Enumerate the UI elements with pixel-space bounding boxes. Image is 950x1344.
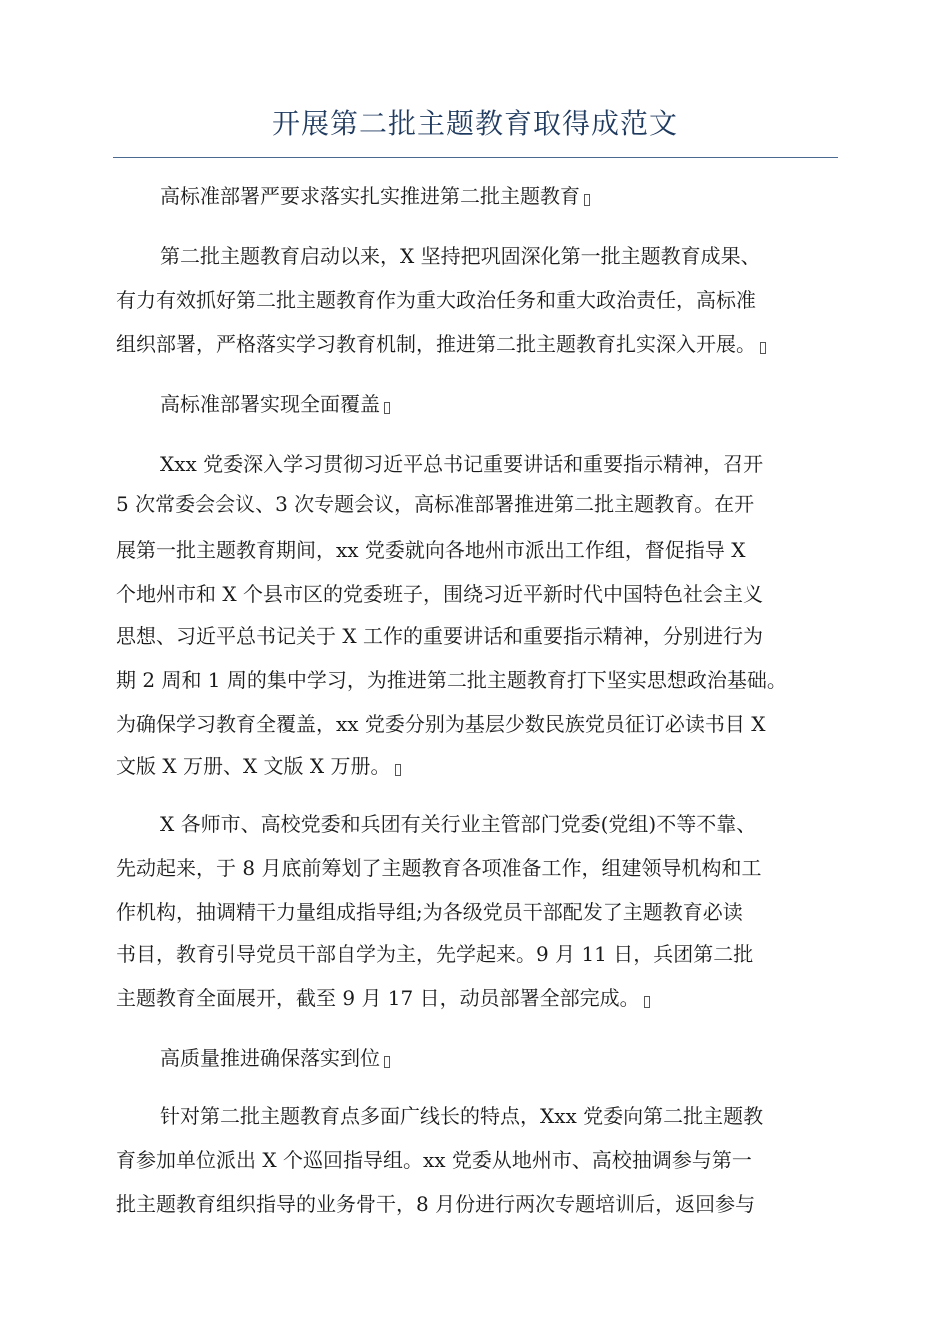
- paragraph-line: Xxx 党委深入学习贯彻习近平总书记重要讲话和重要指示精神，召开: [160, 452, 764, 476]
- paragraph-line: 第二批主题教育启动以来，X 坚持把巩固深化第一批主题教育成果、: [160, 244, 761, 268]
- paragraph-line: 个地州市和 X 个县市区的党委班子，围绕习近平新时代中国特色社会主义: [116, 582, 763, 606]
- paragraph-line: 先动起来，于 8 月底前筹划了主题教育各项准备工作，组建领导机构和工: [116, 856, 762, 880]
- paragraph-line: 5 次常委会会议、3 次专题会议，高标准部署推进第二批主题教育。在开: [116, 492, 755, 516]
- document-title: 开展第二批主题教育取得成范文: [271, 107, 678, 140]
- paragraph-line: 展第一批主题教育期间，xx 党委就向各地州市派出工作组，督促指导 X: [116, 538, 746, 562]
- paragraph-line: 组织部署，严格落实学习教育机制，推进第二批主题教育扎实深入开展。: [116, 330, 766, 358]
- paragraph-mark-icon: [584, 194, 590, 206]
- paragraph-line: 思想、习近平总书记关于 X 工作的重要讲话和重要指示精神，分别进行为: [116, 624, 763, 648]
- paragraph-mark-icon: [384, 1056, 390, 1068]
- paragraph-mark-icon: [644, 996, 650, 1008]
- paragraph-line: 针对第二批主题教育点多面广线长的特点，Xxx 党委向第二批主题教: [160, 1104, 764, 1128]
- paragraph-line: X 各师市、高校党委和兵团有关行业主管部门党委(党组)不等不靠、: [160, 812, 757, 836]
- paragraph-line: 期 2 周和 1 周的集中学习，为推进第二批主题教育打下坚实思想政治基础。: [116, 668, 787, 692]
- section-heading: 高质量推进确保落实到位: [160, 1044, 390, 1072]
- paragraph-mark-icon: [760, 342, 766, 354]
- paragraph-line: 书目，教育引导党员干部自学为主，先学起来。9 月 11 日，兵团第二批: [116, 942, 754, 966]
- paragraph-line: 批主题教育组织指导的业务骨干，8 月份进行两次专题培训后，返回参与: [116, 1192, 756, 1216]
- paragraph-line: 主题教育全面展开，截至 9 月 17 日，动员部署全部完成。: [116, 984, 650, 1012]
- paragraph-line: 文版 X 万册、X 文版 X 万册。: [116, 752, 401, 780]
- section-heading: 高标准部署实现全面覆盖: [160, 390, 390, 418]
- paragraph-line: 作机构，抽调精干力量组成指导组;为各级党员干部配发了主题教育必读: [116, 900, 743, 924]
- paragraph-mark-icon: [384, 402, 390, 414]
- paragraph-mark-icon: [395, 764, 401, 776]
- paragraph-line: 为确保学习教育全覆盖，xx 党委分别为基层少数民族党员征订必读书目 X: [116, 712, 766, 736]
- title-divider: [113, 157, 838, 158]
- paragraph-line: 育参加单位派出 X 个巡回指导组。xx 党委从地州市、高校抽调参与第一: [116, 1148, 752, 1172]
- paragraph-line: 有力有效抓好第二批主题教育作为重大政治任务和重大政治责任，高标准: [116, 288, 756, 312]
- section-heading: 高标准部署严要求落实扎实推进第二批主题教育: [160, 182, 590, 210]
